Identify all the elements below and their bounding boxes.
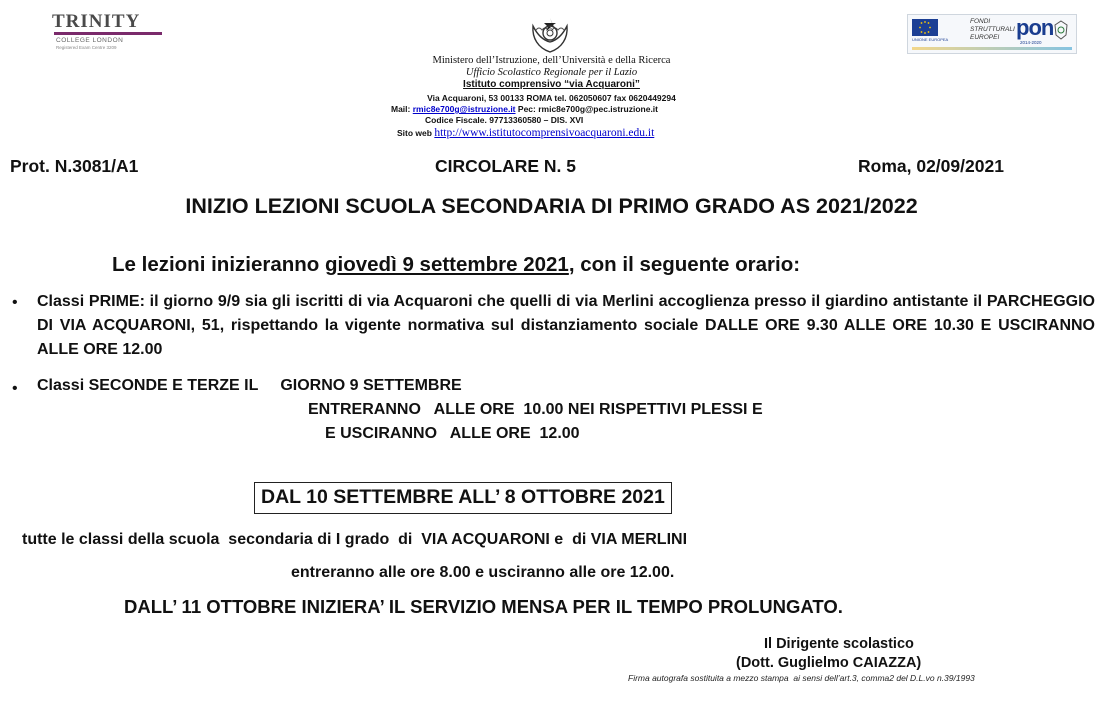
paragraph-classes: tutte le classi della scuola secondaria di I grado di VIA ACQUARONI e di VIA MERLINI [22,531,688,548]
signature-name: (Dott. Guglielmo CAIAZZA) [736,655,922,671]
trinity-logo-note: Registered Exam Centre 3209 [56,45,117,50]
sito-line [397,127,654,139]
signature-role: Il Dirigente scolastico [764,636,914,652]
republic-emblem-icon [528,12,572,54]
intro-date: giovedì 9 settembre 2021 [325,253,569,276]
ministero-line: Ministero dell’Istruzione, dell’Università e della Ricerca [432,55,671,66]
ufficio-line: Ufficio Scolastico Regionale per il Lazio [465,67,638,78]
mail-label: Mail: [391,104,411,114]
italy-emblem-icon [1053,20,1069,40]
pon-fondi-label: FONDI STRUTTURALI EUROPEI [970,18,1015,41]
sito-label: Sito web [397,128,432,138]
intro-pre: Le lezioni inizieranno [112,253,325,276]
pec-label: Pec: rmic8e700g@pec.istruzione.it [517,104,658,114]
pon-years: 2014-2020 [1020,40,1042,45]
trinity-logo-subtitle: COLLEGE LONDON [56,37,124,44]
paragraph-times: entreranno alle ore 8.00 e usciranno alle ore 12.00. [291,564,675,581]
sito-link[interactable]: http://www.istitutocomprensivoacquaroni.edu.it [434,127,655,139]
bullet-prime: Classi PRIME: il giorno 9/9 sia gli iscritti di via Acquaroni che quelli di via Merlini accoglienza presso il giardino antistante il PARCHEGGIO DI VIA ACQUARONI, 51, rispettando la vigente normativa sul distanziamento sociale DALLE ORE 9.30 ALLE ORE 10.30 E USCIRANNO ALLE ORE 12.00 [37,293,1095,358]
codice-fiscale-line: Codice Fiscale. 97713360580 – DIS. XVI [425,115,584,125]
bullet-marker: • [12,380,18,397]
mail-line [391,104,658,114]
mail-link[interactable]: rmic8e700g@istruzione.it [412,104,516,114]
protocol-number: Prot. N.3081/A1 [10,156,139,176]
pon-logo [907,14,1077,54]
intro-line [112,253,800,277]
address-line: Via Acquaroni, 53 00133 ROMA tel. 062050607 fax 0620449294 [427,93,676,103]
boxed-heading: DAL 10 SETTEMBRE ALL’ 8 OTTOBRE 2021 [254,482,672,514]
istituto-name: Istituto comprensivo “via Acquaroni” [463,79,640,90]
document-title: INIZIO LEZIONI SCUOLA SECONDARIA DI PRIMO GRADO AS 2021/2022 [185,194,918,218]
trinity-logo [52,12,164,51]
trinity-logo-name: TRINITY [52,11,141,32]
signature-note: Firma autografa sostituita a mezzo stampa ai sensi dell’art.3, comma2 del D.L.vo n.39/1993 [628,673,975,683]
pon-brand: pon [1016,15,1054,40]
bullet-seconde-line-3: E USCIRANNO ALLE ORE 12.00 [325,425,580,442]
bullet-marker: • [12,294,18,311]
intro-post: , con il seguente orario: [568,253,801,276]
place-date: Roma, 02/09/2021 [858,156,1004,176]
bullet-seconde-line-1: Classi SECONDE E TERZE IL GIORNO 9 SETTEMBRE [37,377,462,394]
pon-eu-label: UNIONE EUROPEA [912,37,949,42]
bullet-seconde-line-2: ENTRERANNO ALLE ORE 10.00 NEI RISPETTIVI PLESSI E [308,401,763,418]
paragraph-mensa: DALL’ 11 OTTOBRE INIZIERA’ IL SERVIZIO MENSA PER IL TEMPO PROLUNGATO. [124,596,843,617]
circolare-number: CIRCOLARE N. 5 [435,156,576,176]
eu-flag-icon [912,19,938,36]
